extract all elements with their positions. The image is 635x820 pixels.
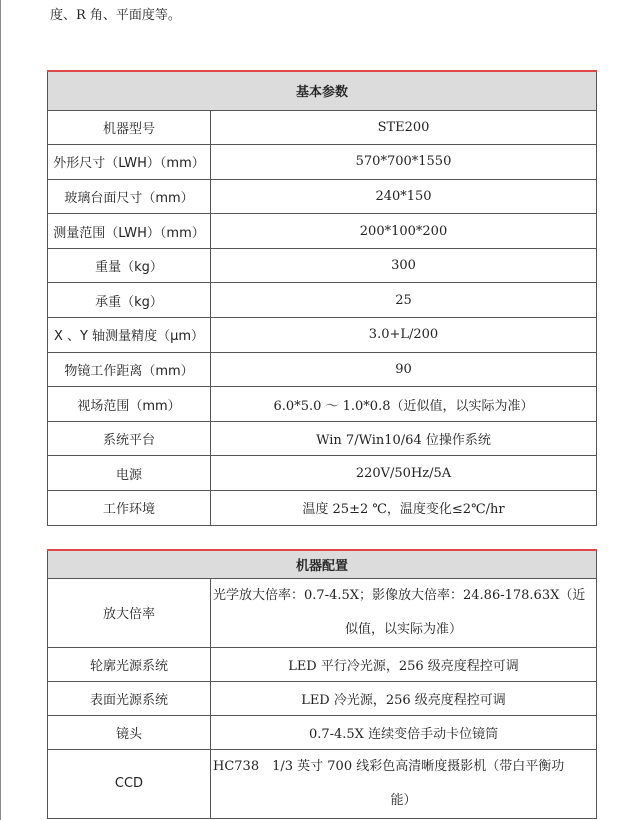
param-value: 200*100*200 — [211, 214, 597, 249]
config-value: LED 平行冷光源，256 级亮度程控可调 — [211, 647, 597, 681]
param-label: 重量（kg） — [48, 248, 211, 283]
config-label: 表面光源系统 — [48, 681, 211, 715]
param-value: 240*150 — [211, 179, 597, 214]
table-row — [48, 456, 597, 491]
intro-text: 度、R 角、平面度等。 — [50, 8, 181, 23]
param-label: 系统平台 — [48, 421, 211, 456]
config-value-line: 似值，以实际为准） — [345, 621, 463, 637]
machine-config-table — [47, 549, 597, 819]
config-value — [211, 749, 597, 818]
basic-params-table — [47, 70, 597, 526]
table-row — [48, 681, 597, 715]
param-label: 机器型号 — [48, 110, 211, 145]
machine-config-title: 机器配置 — [48, 550, 597, 578]
config-value: LED 冷光源，256 级亮度程控可调 — [211, 681, 597, 715]
param-label: X 、Y 轴测量精度（μm） — [48, 318, 211, 353]
param-value: 25 — [211, 283, 597, 318]
param-value: 570*700*1550 — [211, 145, 597, 180]
basic-params-title: 基本参数 — [48, 71, 597, 110]
config-value-line: 光学放大倍率：0.7-4.5X；影像放大倍率：24.86-178.63X（近 — [213, 587, 586, 603]
param-value: 300 — [211, 248, 597, 283]
param-label: 外形尺寸（LWH）（mm） — [48, 145, 211, 180]
param-value: 3.0+L/200 — [211, 318, 597, 353]
param-label: 视场范围（mm） — [48, 387, 211, 422]
table-row — [48, 214, 597, 249]
config-label: CCD — [48, 749, 211, 818]
table-row — [48, 749, 597, 818]
table-row — [48, 715, 597, 749]
param-label: 测量范围（LWH）（mm） — [48, 214, 211, 249]
table-row — [48, 318, 597, 353]
param-value: Win 7/Win10/64 位操作系统 — [211, 421, 597, 456]
param-value: 220V/50Hz/5A — [211, 456, 597, 491]
config-label: 轮廓光源系统 — [48, 647, 211, 681]
table-row — [48, 283, 597, 318]
config-label: 镜头 — [48, 715, 211, 749]
param-label: 电源 — [48, 456, 211, 491]
table-row — [48, 179, 597, 214]
param-label: 承重（kg） — [48, 283, 211, 318]
config-value-line: HC738 1/3 英寸 700 线彩色高清晰度摄影机（带白平衡功 — [213, 758, 565, 774]
param-label: 物镜工作距离（mm） — [48, 352, 211, 387]
table-row — [48, 145, 597, 180]
config-value — [211, 578, 597, 647]
page-left-border — [0, 0, 1, 820]
param-value: 6.0*5.0 ～ 1.0*0.8（近似值，以实际为准） — [211, 387, 597, 422]
table-row — [48, 248, 597, 283]
table-row — [48, 352, 597, 387]
param-value: 温度 25±2 ℃，温度变化≤2℃/hr — [211, 491, 597, 526]
param-label: 玻璃台面尺寸（mm） — [48, 179, 211, 214]
param-value: 90 — [211, 352, 597, 387]
table-row — [48, 387, 597, 422]
config-value: 0.7-4.5X 连续变倍手动卡位镜筒 — [211, 715, 597, 749]
table-row — [48, 421, 597, 456]
table-row — [48, 647, 597, 681]
table-row — [48, 110, 597, 145]
param-value: STE200 — [211, 110, 597, 145]
param-label: 工作环境 — [48, 491, 211, 526]
config-label: 放大倍率 — [48, 578, 211, 647]
table-row — [48, 491, 597, 526]
table-row — [48, 578, 597, 647]
config-value-line: 能） — [390, 792, 417, 808]
